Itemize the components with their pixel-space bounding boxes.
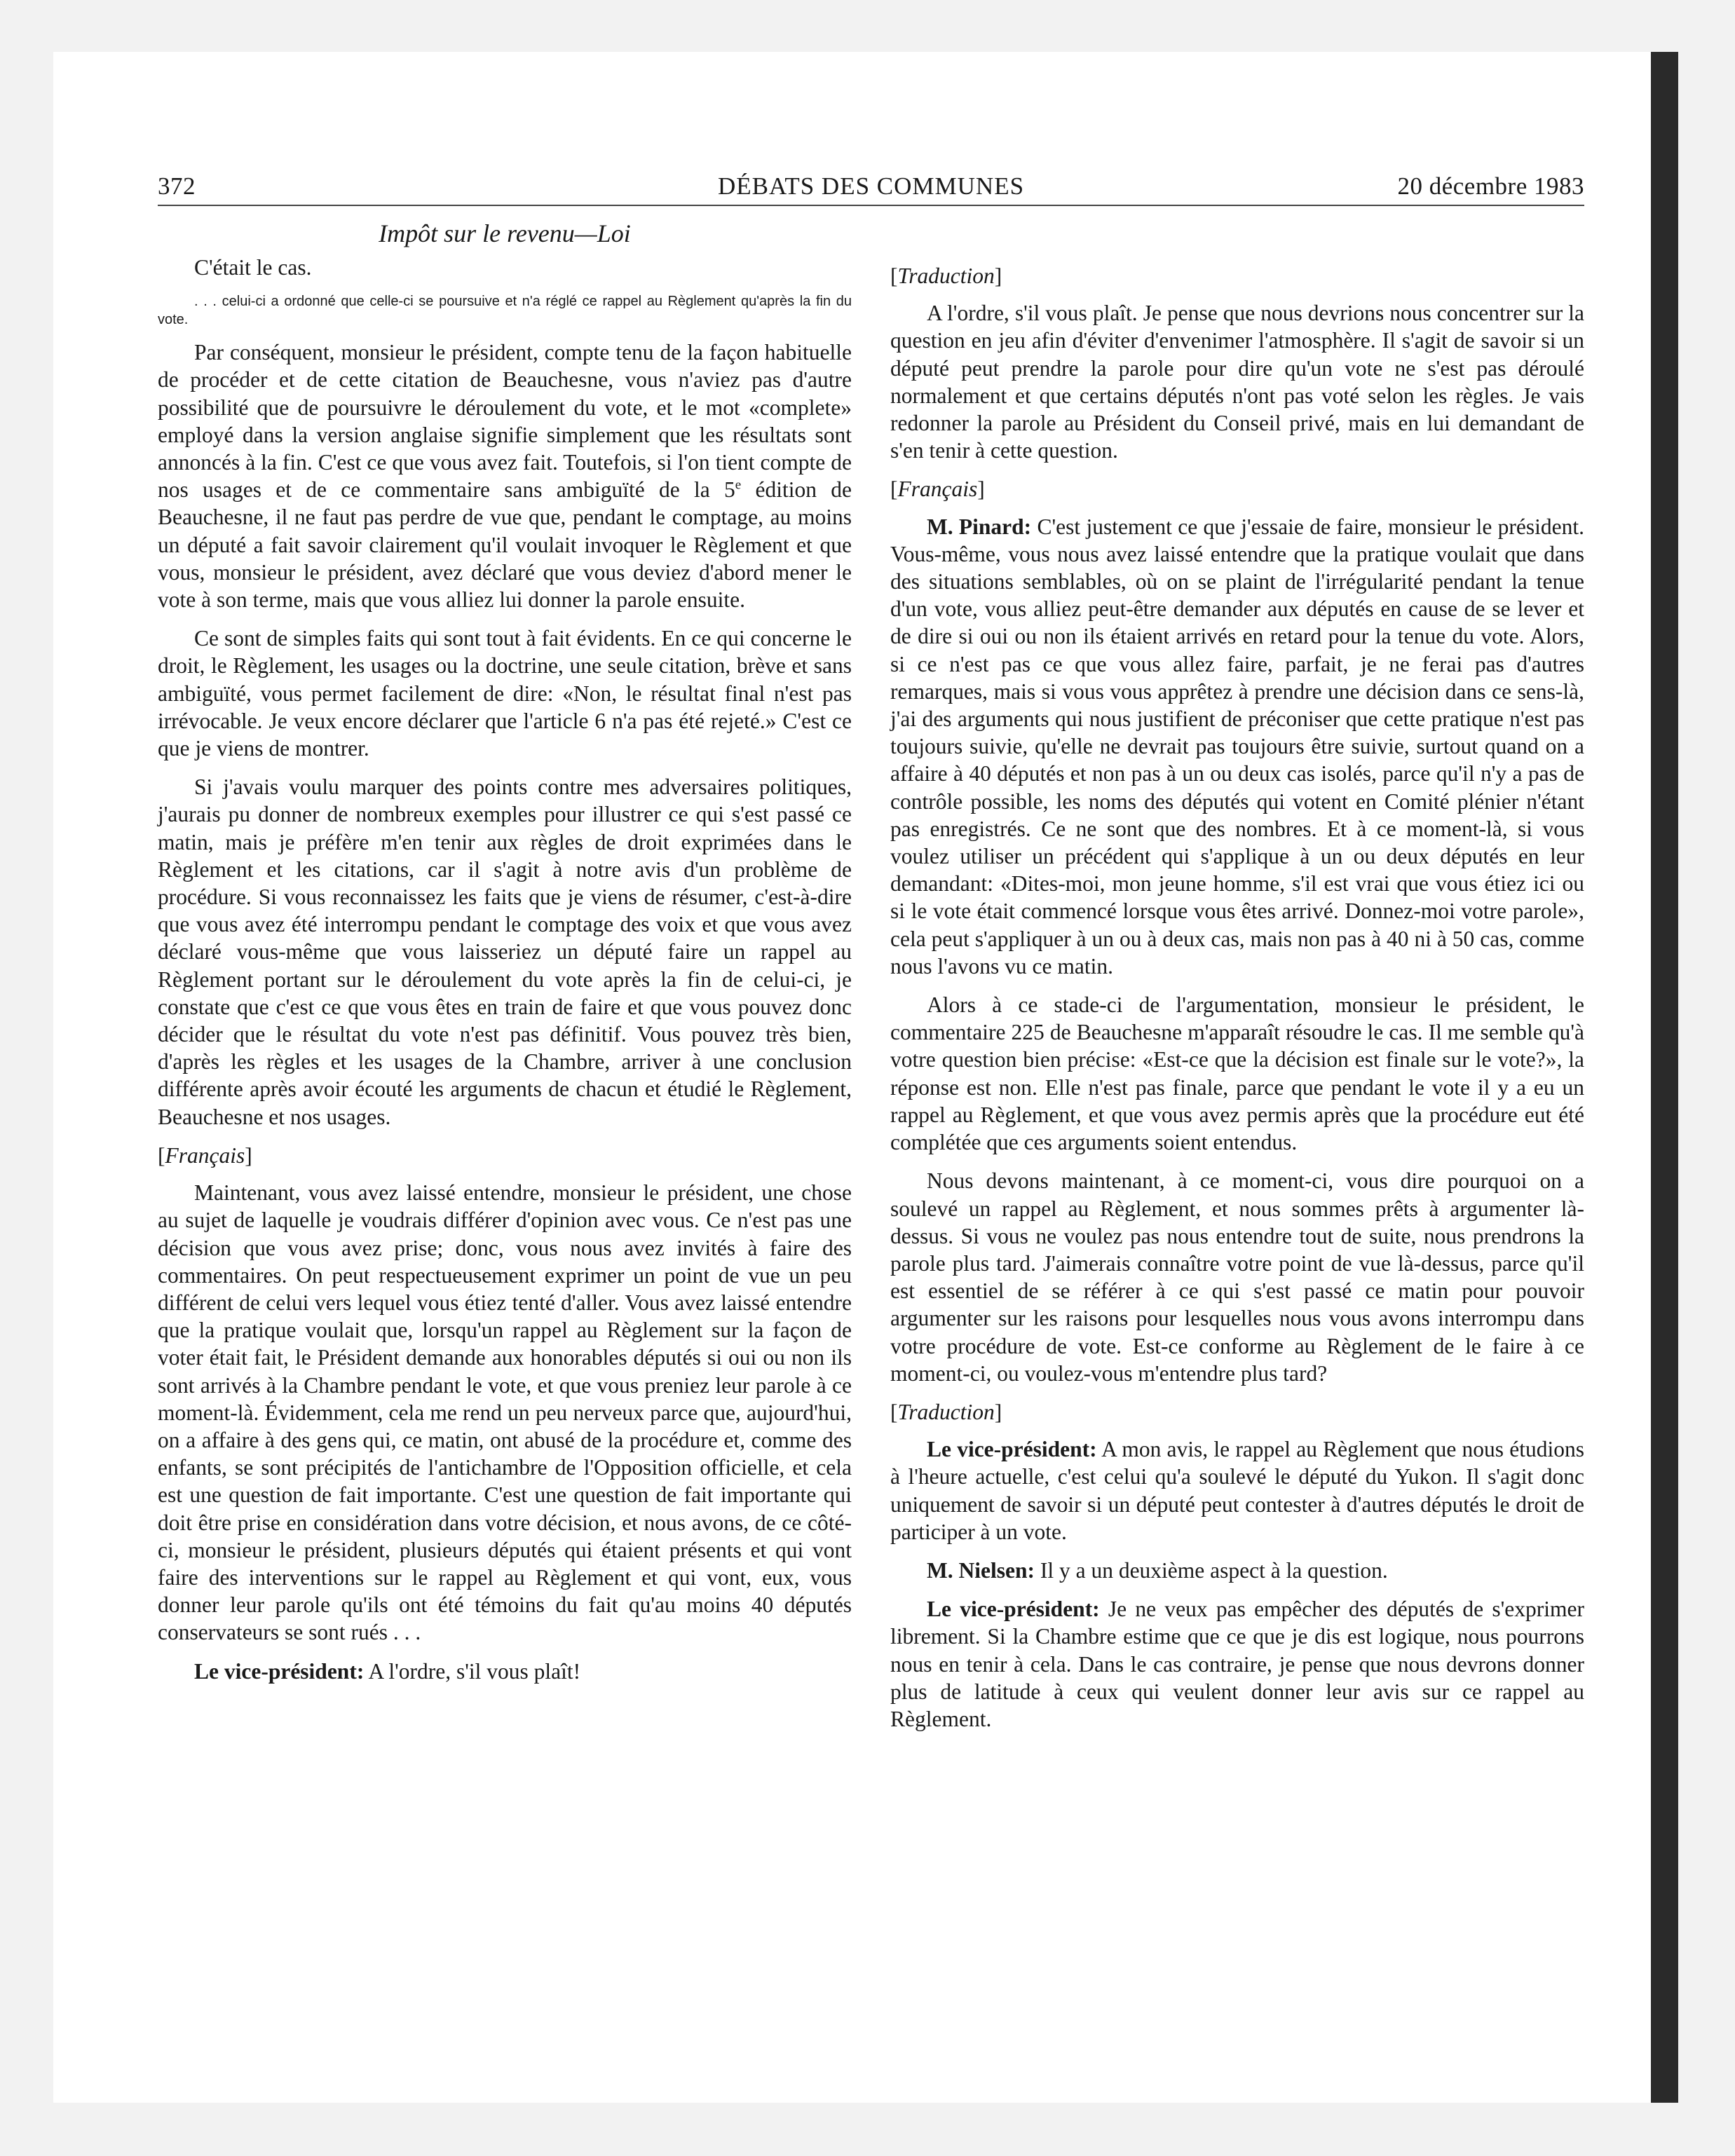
speaker-name: M. Pinard: — [927, 514, 1032, 539]
paragraph: C'était le cas. — [194, 255, 312, 280]
speech — [158, 1658, 852, 1685]
speech — [890, 513, 1584, 980]
speaker-name: M. Nielsen: — [927, 1557, 1035, 1583]
paragraph: A l'ordre, s'il vous plaît. Je pense que nous devrions nous concentrer sur la question en jeu afin d'éviter d'envenimer l'atmosphère. Il s'agit de savoir si un député peut prendre la parole pour dire qu'un vote ne s'est pas déroulé normalement et que certains députés n'ont pas voté selon les règles. Je vais redonner la parole au Président du Conseil privé, mais en lui demandant de s'en tenir à cette question. — [890, 301, 1584, 463]
speaker-name: Le vice-président: — [194, 1658, 365, 1684]
language-marker: [Traduction] — [890, 1399, 1002, 1424]
publication-date: 20 décembre 1983 — [1397, 172, 1584, 200]
language-marker-text: Français — [165, 1142, 245, 1168]
language-marker: [Français] — [890, 477, 985, 502]
quoted-excerpt: . . . celui-ci a ordonné que celle-ci se poursuive et n'a réglé ce rappel au Règlement qu'après la fin du vote. — [158, 294, 852, 328]
speech — [890, 1435, 1584, 1546]
language-marker: [Français] — [158, 1142, 252, 1168]
right-column — [890, 262, 1584, 1744]
speech-text: Je ne veux pas empêcher des députés de s'exprimer librement. Si la Chambre estime que ce que je dis est logique, nous pourrons nous en tenir à cela. Dans le cas contraire, je pense que nous devrons donner plus de latitude à ceux qui veulent donner leur avis sur ce rappel au Règlement. — [890, 1597, 1585, 1731]
header-rule — [158, 205, 1584, 206]
language-marker-text: Français — [897, 477, 978, 502]
left-column — [158, 254, 852, 1696]
speech-text: Il y a un deuxième aspect à la question. — [1034, 1557, 1388, 1583]
page-binding-edge — [1651, 52, 1678, 2103]
paragraph-text: Par conséquent, monsieur le président, compte tenu de la façon habituelle de procéder et de cette citation de Beauchesne, vous n'aviez pas d'autre possibilité que de poursuivre le déroulement du vote, et le mot «complete» employé dans la version anglaise signifie simplement que les résultats sont annoncés à la fin. C'est ce que vous avez fait. Toutefois, si l'on tient compte de nos usages et de ce commentaire sans ambiguïté de la 5 — [158, 340, 852, 503]
paragraph: Si j'avais voulu marquer des points contre mes adversaires politiques, j'aurais pu donner de nombreux exemples pour illustrer ce qui s'est passé ce matin, mais je préfère m'en tenir aux règles de droit exprimées dans le Règlement et les citations, car il s'agit à notre avis d'un problème de procédure. Si vous reconnaissez les faits que je viens de résumer, c'est-à-dire que vous avez été interrompu pendant le comptage des voix et que vous avez déclaré vous-même que vous laisseriez un député faire un rappel au Règlement portant sur le déroulement du vote après la fin de celui-ci, je constate que c'est ce que vous êtes en train de faire et que vous pouvez donc décider que le résultat du vote n'est pas définitif. Vous pouvez très bien, d'après les règles et les usages de la Chambre, arriver à une conclusion différente après avoir écouté les arguments de chacun et étudié le Règlement, Beauchesne et nos usages. — [158, 775, 852, 1129]
page-header — [158, 168, 1584, 205]
paragraph — [158, 339, 852, 613]
speech — [890, 1557, 1584, 1584]
superscript: e — [735, 477, 742, 493]
speech — [890, 1595, 1584, 1733]
paragraph: Alors à ce stade-ci de l'argumentation, monsieur le président, le commentaire 225 de Beauchesne m'apparaît résoudre le cas. Il me semble qu'à votre question bien précise: «Est-ce que la décision est finale sur le vote?», la réponse est non. Elle n'est pas finale, parce que pendant le vote il y a eu un rappel au Règlement, et que vous avez permis après que la procédure eut été complétée que ces arguments soient entendus. — [890, 992, 1584, 1155]
speech-text: A mon avis, le rappel au Règlement que nous étudions à l'heure actuelle, c'est celui qu'a soulevé le député du Yukon. Il s'agit donc uniquement de savoir si un député peut contester à d'autres députés le droit de participer à un vote. — [890, 1437, 1584, 1544]
running-title: Impôt sur le revenu—Loi — [379, 219, 631, 247]
speech-text: C'est justement ce que j'essaie de faire, monsieur le président. Vous-même, vous nous avez laissé entendre que la pratique voulait que dans des situations semblables, où on se plaint de l'irrégularité pendant la tenue d'un vote, vous alliez peut-être demander aux députés en cause de se lever et de dire si oui ou non ils étaient arrivés en retard pour la tenue du vote. Alors, si ce n'est pas ce que vous allez faire, parfait, je ne ferai pas d'autres remarques, mais si vous vous apprêtez à prendre une décision dans ce sens-là, j'ai des arguments qui nous justifient de préconiser que cette pratique n'est pas toujours suivie, qu'elle ne devrait pas toujours être suivie, surtout quand on a affaire à 40 députés et non pas à un ou deux cas isolés, parce qu'il n'y a pas de contrôle possible, les noms des députés qui votent en Comité plénier n'étant pas enregistrés. Ce ne sont que des nombres. Et à ce moment-là, si vous voulez utiliser un précédent qui s'applique à un ou deux députés en leur demandant: «Dites-moi, mon jeune homme, s'il est vrai que vous étiez ici ou si le vote était commencé lorsque vous êtes arrivé. Donnez-moi votre parole», cela peut s'appliquer à un ou à deux cas, mais non pas à 40 ni à 50 cas, comme nous l'avons vu ce matin. — [890, 514, 1585, 978]
speaker-name: Le vice-président: — [927, 1597, 1100, 1622]
paragraph: Ce sont de simples faits qui sont tout à fait évidents. En ce qui concerne le droit, le Règlement, les usages ou la doctrine, une seule citation, brève et sans ambiguïté, vous permet facilement de dire: «Non, le résultat final n'est pas irrévocable. Je veux encore déclarer que l'article 6 n'a pas été rejeté.» C'est ce que je viens de montrer. — [158, 626, 852, 761]
paragraph-text: édition de Beauchesne, il ne faut pas perdre de vue que, pendant le comptage, au moins un député a fait savoir clairement qu'il voulait invoquer le Règlement et que vous, monsieur le président, avez déclaré que vous deviez d'abord mener le vote à son terme, mais que vous alliez lui donner la parole ensuite. — [158, 477, 852, 613]
speech-text: A l'ordre, s'il vous plaît! — [364, 1658, 581, 1684]
paragraph: Maintenant, vous avez laissé entendre, monsieur le président, une chose au sujet de laquelle je voudrais différer d'opinion avec vous. Ce n'est pas une décision que vous avez prise; donc, vous nous avez invités à faire des commentaires. On peut respectueusement exprimer un point de vue un peu différent de celui vers lequel vous étiez tenté d'aller. Vous avez laissé entendre que la pratique voulait que, lorsqu'un rappel au Règlement sur la façon de voter était fait, le Président demande aux honorables députés si oui ou non ils sont arrivés à la Chambre pendant le vote, et que vous preniez leur parole à ce moment-là. Évidemment, cela me rend un peu nerveux parce que, aujourd'hui, on a affaire à des gens qui, ce matin, ont abusé de la procédure et, comme des enfants, se sont précipités de l'antichambre de l'Opposition officielle, et cela est une question de fait importante. C'est une question de fait importante qui doit être prise en considération dans votre décision, et nous avons, de ce côté-ci, monsieur le président, plusieurs députés qui étaient présents et qui vont faire des interventions sur le rappel au Règlement et qui vont, eux, vous donner leur parole qu'ils ont été témoins du fait qu'au moins 40 députés conservateurs se sont rués . . . — [158, 1180, 852, 1645]
language-marker: [Traduction] — [890, 264, 1002, 288]
speaker-name: Le vice-président: — [927, 1437, 1097, 1462]
language-marker-text: Traduction — [897, 1399, 995, 1424]
paragraph: Nous devons maintenant, à ce moment-ci, vous dire pourquoi on a soulevé un rappel au Règlement, et nous sommes prêts à argumenter là-dessus. Si vous ne voulez pas nous entendre tout de suite, nous prendrons la parole plus tard. J'aimerais connaître votre point de vue là-dessus, parce qu'il est essentiel de se référer à ce qui s'est passé ce matin pour pouvoir argumenter sur les raisons pour lesquelles nous vous avons interrompu dans votre procédure de vote. Est-ce conforme au Règlement de le faire à ce moment-ci, ou voulez-vous m'entendre plus tard? — [890, 1168, 1584, 1386]
page-number: 372 — [158, 172, 196, 200]
language-marker-text: Traduction — [897, 264, 995, 288]
publication-title: DÉBATS DES COMMUNES — [717, 172, 1025, 200]
